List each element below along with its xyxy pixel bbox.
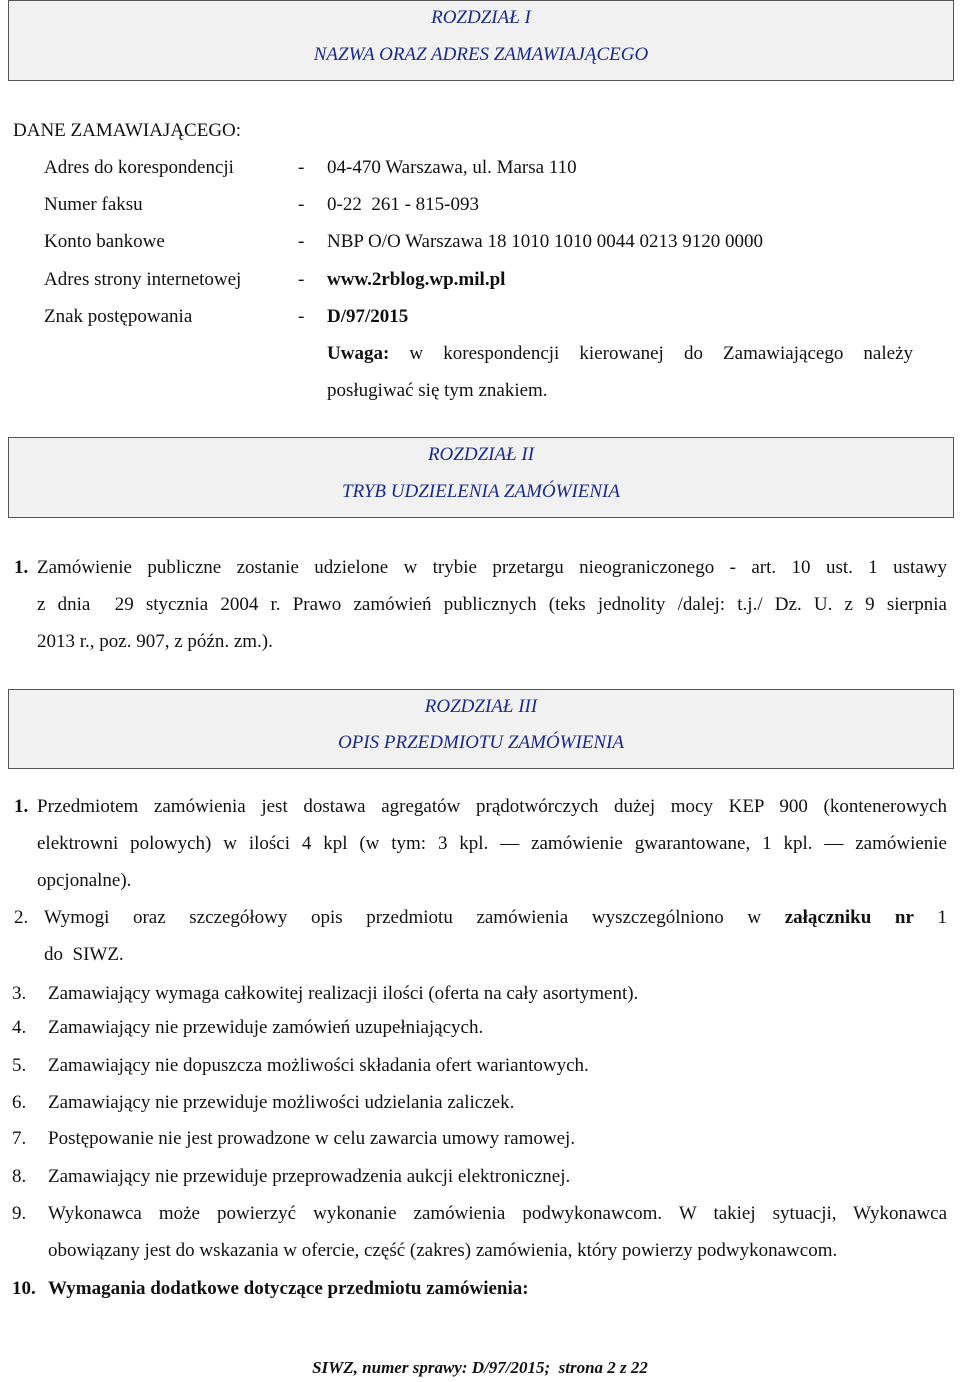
ch3-item-text: Zamawiający nie dopuszcza możliwości składania ofert wariantowych. [48, 1055, 589, 1076]
ch3-p9-line2: obowiązany jest do wskazania w ofercie, część (zakres) zamówienia, który powierzy podwykonawcom. [48, 1240, 838, 1261]
ch2-item-number: 1. [14, 557, 29, 578]
ch3-item-number: 9. [12, 1203, 27, 1224]
chapter2-subtitle: TRYB UDZIELENIA ZAMÓWIENIA [342, 481, 620, 502]
ch3-item-text: Zamawiający nie przewiduje zamówień uzupełniających. [48, 1017, 484, 1038]
dane-dash: - [298, 157, 305, 178]
ch3-item-number: 10. [12, 1278, 36, 1299]
dane-dash: - [298, 306, 305, 327]
chapter2-title: ROZDZIAŁ II [427, 444, 535, 465]
ch3-p1-line2: elektrowni polowych) w ilości 4 kpl (w tym: 3 kpl. — zamówienie gwarantowane, 1 kpl. — zamówienie [37, 833, 947, 854]
ch3-item-number: 7. [12, 1128, 27, 1149]
dane-value: 04-470 Warszawa, ul. Marsa 110 [327, 157, 577, 178]
ch3-p2-line2: do SIWZ. [44, 944, 124, 965]
note-text: w korespondencji kierowanej do Zamawiającego należy [409, 343, 914, 364]
ch3-item-text: Zamawiający nie przewiduje możliwości udzielania zaliczek. [48, 1092, 515, 1113]
dane-label: Adres strony internetowej [44, 269, 242, 290]
ch3-p1-line3: opcjonalne). [37, 870, 132, 891]
ch3-p2-line1 [44, 907, 947, 929]
p2-attachment-number: 1 [937, 907, 948, 928]
dane-label: Numer faksu [44, 194, 143, 215]
ch3-item-number: 8. [12, 1166, 27, 1187]
dane-value: 0-22 261 - 815-093 [327, 194, 479, 215]
ch2-line3: 2013 r., poz. 907, z późn. zm.). [37, 631, 273, 652]
ch3-item-text: Zamawiający nie przewiduje przeprowadzenia aukcji elektronicznej. [48, 1166, 571, 1187]
chapter3-subtitle: OPIS PRZEDMIOTU ZAMÓWIENIA [337, 732, 624, 753]
chapter2-header-box [8, 437, 954, 518]
ch3-p9-line1: Wykonawca może powierzyć wykonanie zamówienia podwykonawcom. W takiej sytuacji, Wykonawca [48, 1203, 947, 1224]
chapter1-header-box [8, 0, 954, 81]
dane-label: Konto bankowe [44, 231, 165, 252]
ch3-item-text: Postępowanie nie jest prowadzone w celu zawarcia umowy ramowej. [48, 1128, 576, 1149]
website-link[interactable]: www.2rblog.wp.mil.pl [327, 269, 506, 290]
dane-dash: - [298, 269, 305, 290]
dane-note-line1 [327, 343, 913, 365]
chapter1-subtitle: NAZWA ORAZ ADRES ZAMAWIAJĄCEGO [313, 44, 649, 65]
dane-heading: DANE ZAMAWIAJĄCEGO: [13, 120, 242, 141]
ch3-item-number: 3. [12, 983, 27, 1004]
note-label: Uwaga: [327, 343, 390, 364]
p2-bold-attachment: załączniku nr [784, 907, 914, 928]
page-footer: SIWZ, numer sprawy: D/97/2015; strona 2 z 22 [312, 1358, 648, 1377]
dane-dash: - [298, 231, 305, 252]
ch2-line2: z dnia 29 stycznia 2004 r. Prawo zamówień publicznych (teks jednolity /dalej: t.j./ Dz. U. z 9 sierpnia [37, 594, 947, 615]
ch3-item-text: Wymagania dodatkowe dotyczące przedmiotu zamówienia: [48, 1278, 529, 1299]
chapter3-header-box [8, 689, 954, 769]
ch2-line1: Zamówienie publiczne zostanie udzielone w trybie przetargu nieograniczonego - art. 10 ust. 1 ustawy [37, 557, 947, 578]
ch3-item-number: 5. [12, 1055, 27, 1076]
ch3-item-number: 4. [12, 1017, 27, 1038]
dane-dash: - [298, 194, 305, 215]
ch3-item-number: 1. [14, 796, 29, 817]
p2-text: Wymogi oraz szczegółowy opis przedmiotu zamówienia wyszczególniono w [44, 907, 762, 928]
ch3-item-number: 2. [14, 907, 29, 928]
dane-value: D/97/2015 [327, 306, 409, 327]
ch3-item-number: 6. [12, 1092, 27, 1113]
dane-value: NBP O/O Warszawa 18 1010 1010 0044 0213 9120 0000 [327, 231, 763, 252]
dane-label: Adres do korespondencji [44, 157, 234, 178]
chapter1-title: ROZDZIAŁ I [431, 7, 531, 28]
dane-label: Znak postępowania [44, 306, 193, 327]
chapter3-title: ROZDZIAŁ III [424, 696, 538, 717]
ch3-p1-line1: Przedmiotem zamówienia jest dostawa agregatów prądotwórczych dużej mocy KEP 900 (kontenerowych [37, 796, 947, 817]
ch3-item-text: Zamawiający wymaga całkowitej realizacji ilości (oferta na cały asortyment). [48, 983, 639, 1004]
dane-note-line2: posługiwać się tym znakiem. [327, 380, 548, 401]
